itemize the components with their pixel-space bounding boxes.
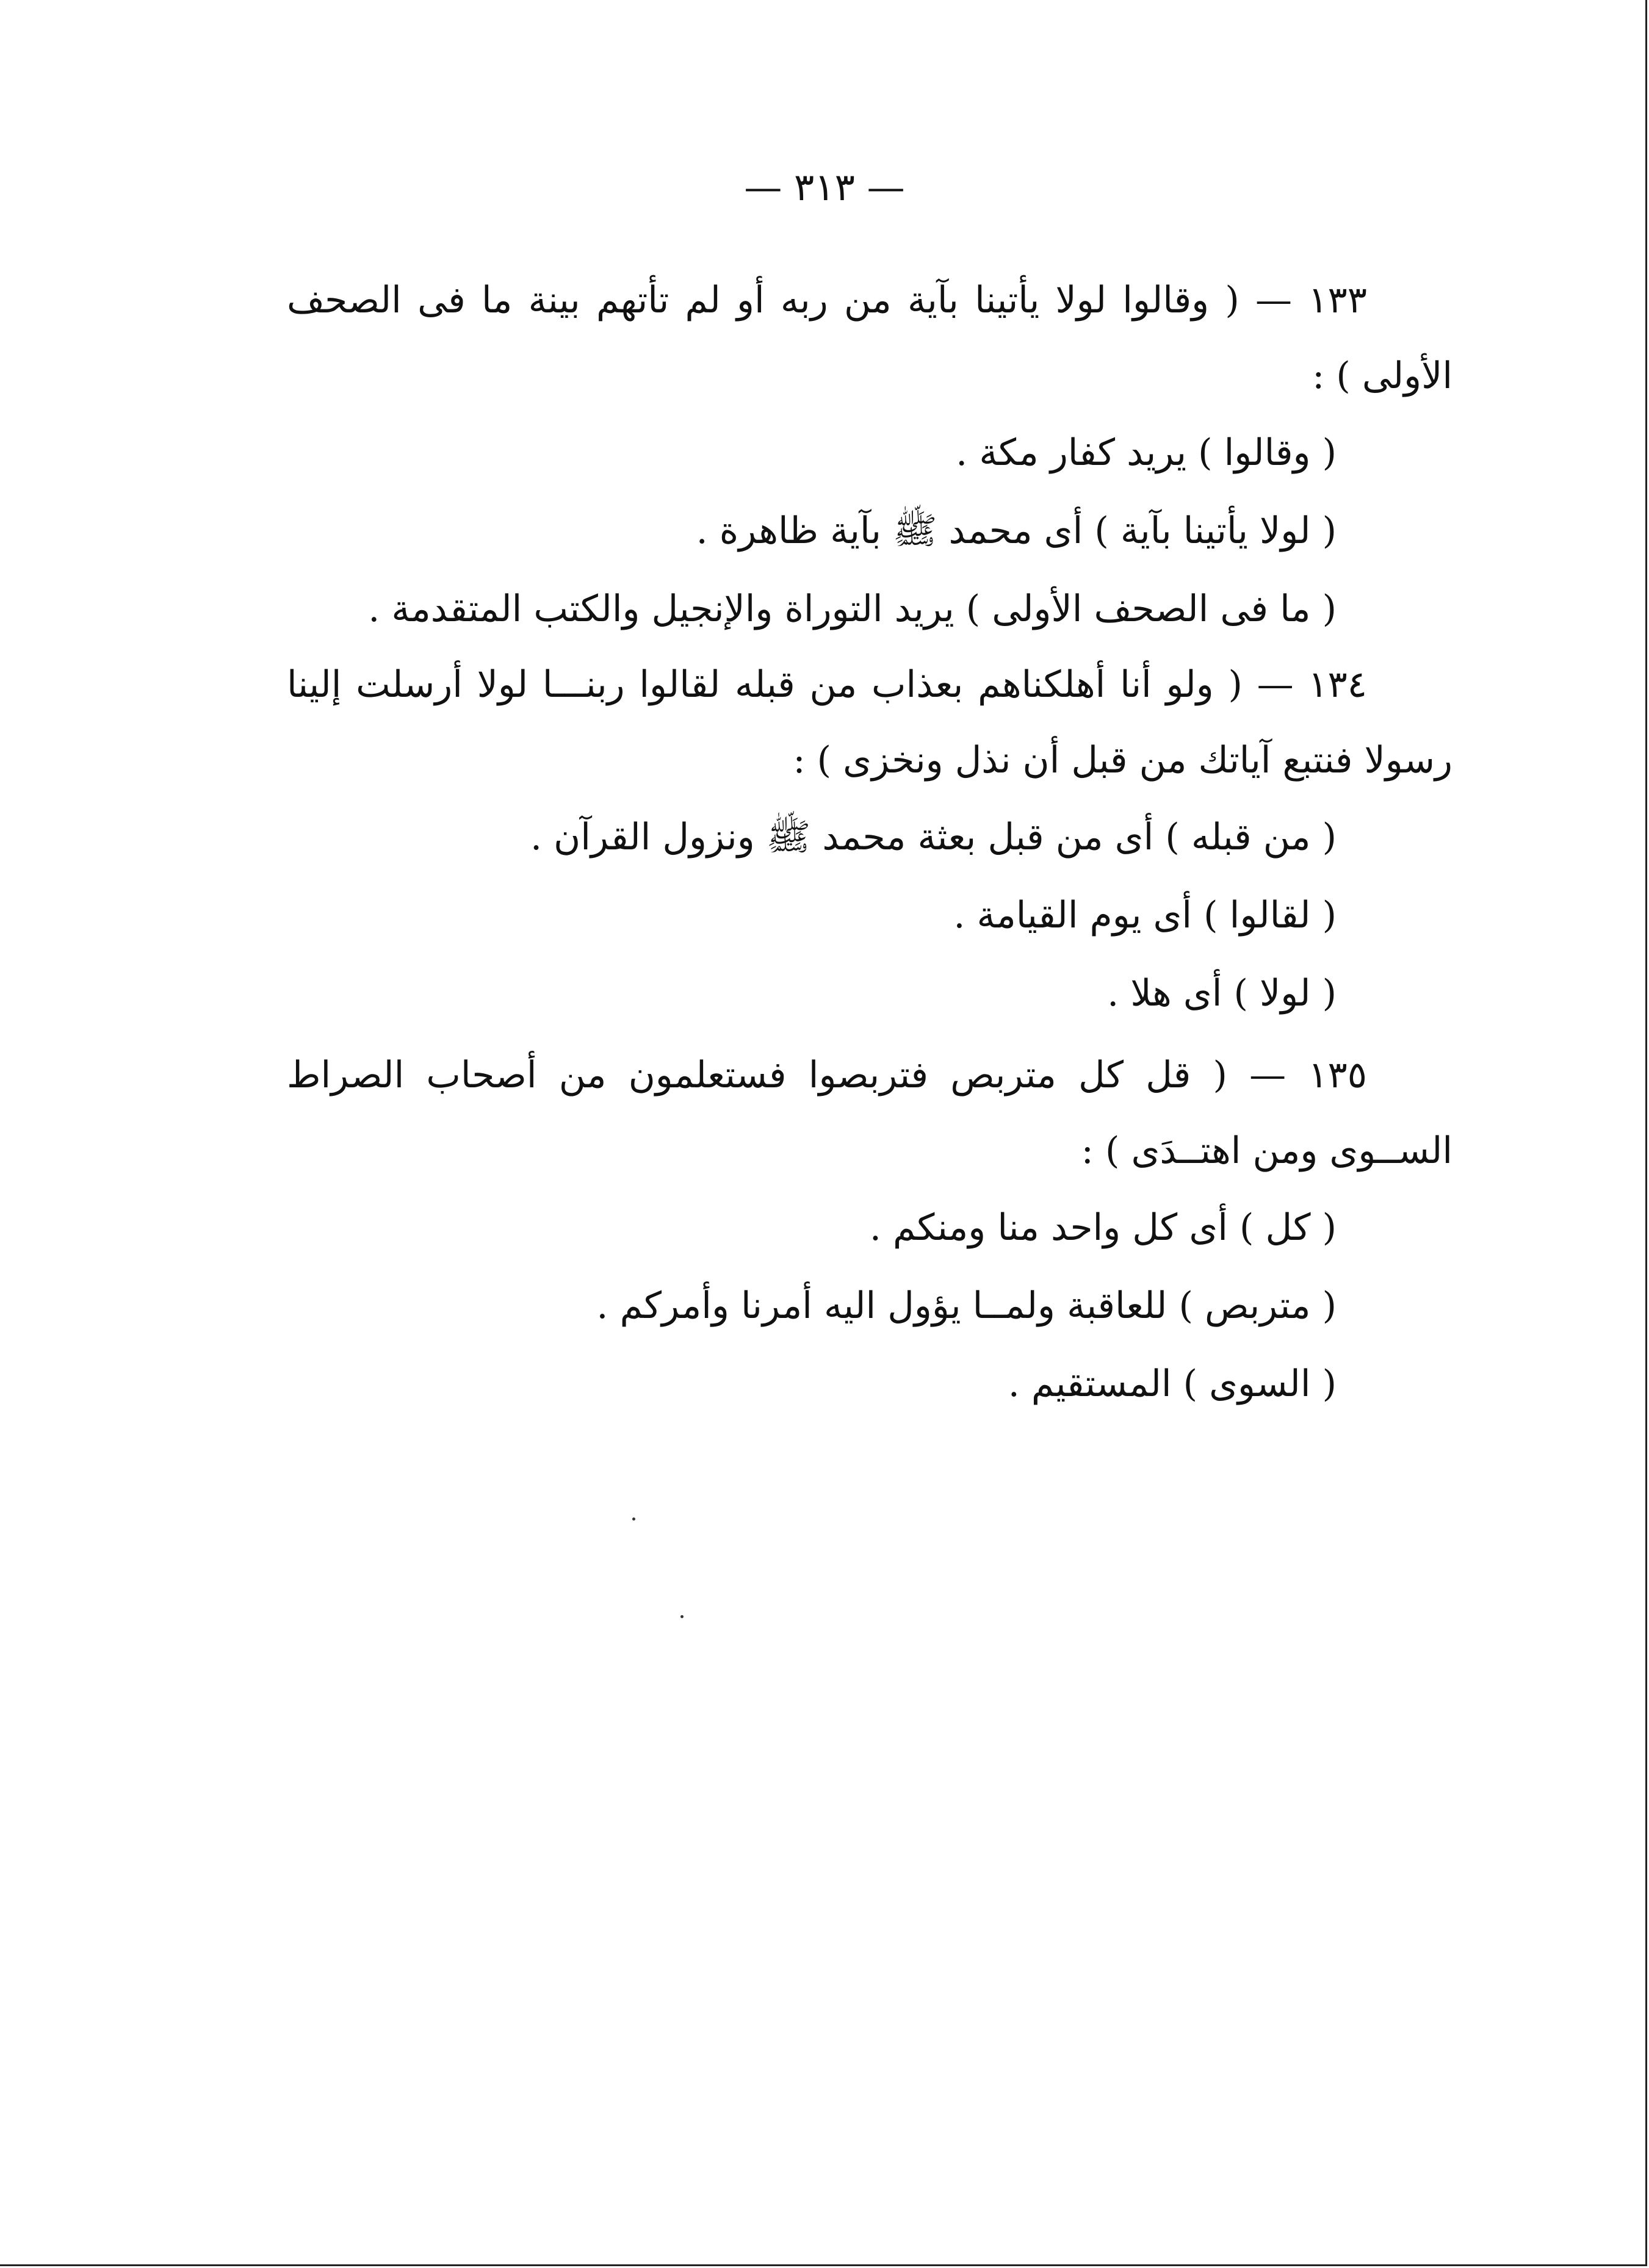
verse-133: [287, 262, 1452, 648]
verse-heading: ١٣٤ — ( ولو أنا أهلكناهم بعذاب من قبله لقالوا ربنـــا لولا أرسلت إلينا رسولا فنتبع آياتك من قبل أن نذل ونخزى ) :: [287, 663, 1452, 782]
verse-note: ( كل ) أى كل واحد منا ومنكم .: [869, 1206, 1337, 1249]
verse-note: ( السوى ) المستقيم .: [1008, 1363, 1337, 1405]
verse-note: ( متربص ) للعاقبة ولمــا يؤول اليه أمرنا وأمركم .: [596, 1284, 1337, 1327]
verse-135: [287, 1037, 1452, 1423]
verse-134: [287, 647, 1452, 1032]
verse-note: ( لولا ) أى هلا .: [1107, 972, 1337, 1015]
scan-speck: [680, 1615, 684, 1618]
verse-note: ( وقالوا ) يريد كفار مكة .: [956, 431, 1337, 474]
verse-note: ( ما فى الصحف الأولى ) يريد التوراة والإنجيل والكتب المتقدمة .: [368, 588, 1337, 630]
verse-heading: ١٣٥ — ( قل كل متربص فتربصوا فستعلمون من أصحاب الصراط الســوى ومن اهتــدَى ) :: [287, 1054, 1452, 1172]
verse-note: ( لولا يأتينا بآية ) أى محمد ﷺ بآية ظاهرة .: [696, 509, 1337, 552]
verse-heading: ١٣٣ — ( وقالوا لولا يأتينا بآية من ربه أو لم تأتهم بينة ما فى الصحف الأولى ) :: [287, 279, 1452, 397]
verse-note: ( من قبله ) أى من قبل بعثة محمد ﷺ ونزول القرآن .: [530, 816, 1337, 859]
verse-note: ( لقالوا ) أى يوم القيامة .: [953, 894, 1337, 937]
page-number: — ٣١٣ —: [744, 165, 905, 209]
scan-speck: [632, 1517, 635, 1521]
